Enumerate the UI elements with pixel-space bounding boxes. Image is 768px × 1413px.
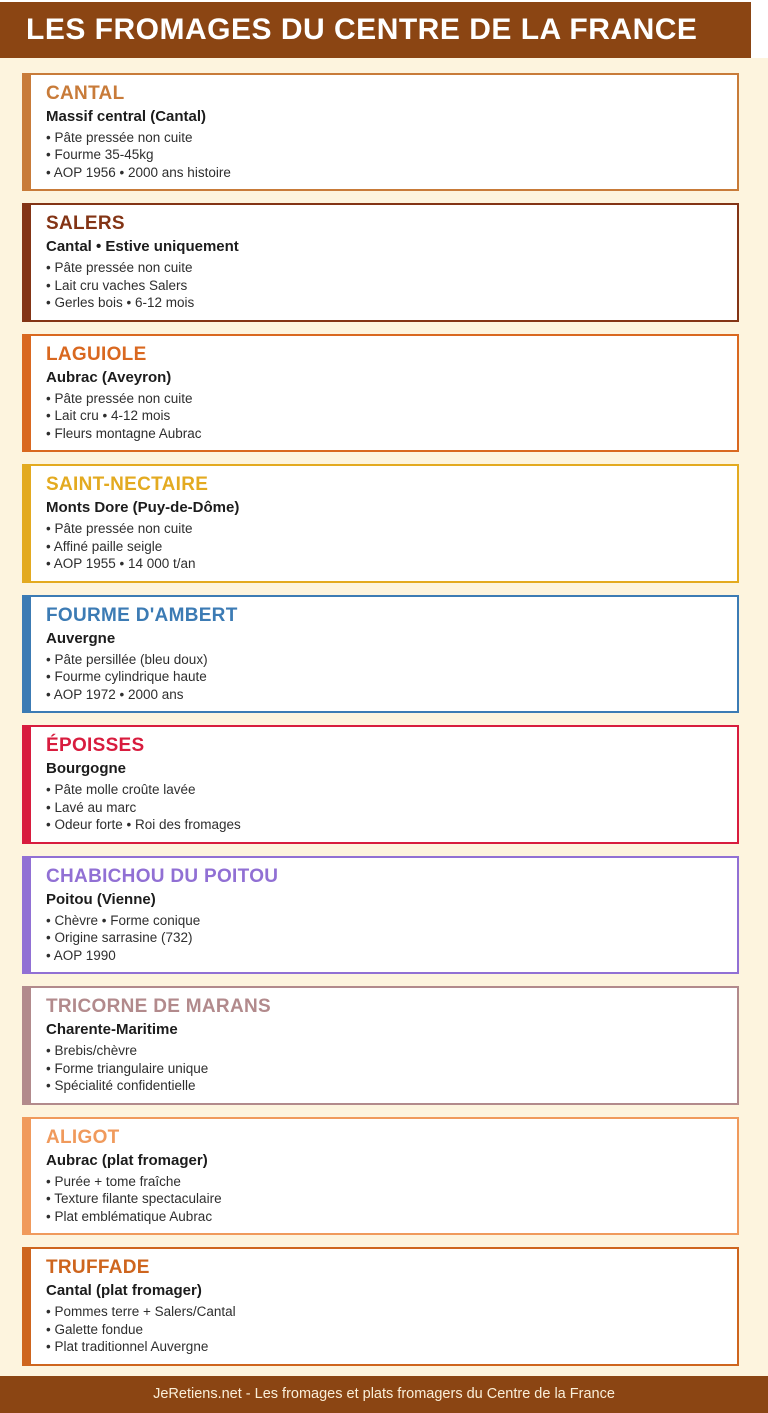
bullet-item: • Fourme cylindrique haute: [46, 669, 207, 685]
bullet-item: • Texture filante spectaculaire: [46, 1191, 222, 1207]
card-title: CHABICHOU DU POITOU: [46, 865, 279, 887]
card-subtitle: Charente-Maritime: [46, 1021, 178, 1039]
bullet-item: • AOP 1955 • 14 000 t/an: [46, 556, 196, 572]
bullet-item: • Pâte pressée non cuite: [46, 390, 193, 406]
bullet-item: • Affiné paille seigle: [46, 538, 163, 554]
bullet-item: • Origine sarrasine (732): [46, 930, 193, 946]
bullet-item: • Pommes terre + Salers/Cantal: [46, 1304, 236, 1320]
bullet-item: • Forme triangulaire unique: [46, 1060, 209, 1076]
card-truffade: [22, 1247, 739, 1365]
card-subtitle: Aubrac (Aveyron): [46, 368, 172, 386]
bullet-item: • Spécialité confidentielle: [46, 1078, 196, 1094]
footer-text: JeRetiens.net - Les fromages et plats fromagers du Centre de la France: [153, 1386, 615, 1403]
bullet-item: • Pâte pressée non cuite: [46, 260, 193, 276]
card-list: [0, 58, 768, 1376]
card-title: CANTAL: [46, 83, 125, 104]
card-subtitle: Cantal • Estive uniquement: [46, 238, 239, 256]
card-cantal: [22, 73, 739, 191]
bullet-item: • Brebis/chèvre: [46, 1043, 138, 1059]
bullet-item: • AOP 1956 • 2000 ans histoire: [46, 164, 231, 180]
card-laguiole: [22, 334, 739, 452]
bullet-item: • AOP 1990: [46, 947, 116, 963]
card-subtitle: Aubrac (plat fromager): [46, 1151, 208, 1169]
bullet-item: • Lait cru • 4-12 mois: [46, 408, 171, 424]
bullet-item: • Lavé au marc: [46, 799, 137, 815]
card-fourme-dambert: [22, 595, 739, 713]
card-title: FOURME D'AMBERT: [46, 604, 238, 626]
page-header: [0, 2, 751, 58]
bullet-item: • Plat emblématique Aubrac: [46, 1208, 213, 1224]
bullet-item: • Purée + tome fraîche: [46, 1173, 181, 1189]
card-epoisses: [22, 725, 739, 843]
card-title: ALIGOT: [46, 1126, 120, 1148]
bullet-item: • Plat traditionnel Auvergne: [46, 1339, 209, 1355]
card-title: ÉPOISSES: [46, 735, 145, 757]
bullet-item: • Pâte pressée non cuite: [46, 521, 193, 537]
card-title: SALERS: [46, 213, 125, 235]
bullet-item: • Galette fondue: [46, 1321, 144, 1337]
card-title: TRUFFADE: [46, 1257, 150, 1279]
card-subtitle: Poitou (Vienne): [46, 890, 156, 908]
card-title: SAINT-NECTAIRE: [46, 474, 209, 496]
card-aligot: [22, 1117, 739, 1235]
card-subtitle: Massif central (Cantal): [46, 107, 207, 125]
card-tricorne: [22, 986, 739, 1104]
bullet-item: • Fourme 35-45kg: [46, 147, 154, 163]
card-subtitle: Auvergne: [46, 629, 116, 647]
page-title: LES FROMAGES DU CENTRE DE LA FRANCE: [26, 13, 698, 46]
bullet-item: • Pâte molle croûte lavée: [46, 782, 196, 798]
bullet-item: • Pâte persillée (bleu doux): [46, 651, 208, 667]
bullet-item: • Pâte pressée non cuite: [46, 129, 193, 145]
card-saint-nectaire: [22, 464, 739, 582]
card-subtitle: Monts Dore (Puy-de-Dôme): [46, 499, 240, 517]
card-subtitle: Bourgogne: [46, 760, 126, 778]
card-subtitle: Cantal (plat fromager): [46, 1282, 202, 1300]
bullet-item: • Fleurs montagne Aubrac: [46, 425, 202, 441]
bullet-item: • Chèvre • Forme conique: [46, 912, 201, 928]
page-footer: [0, 1376, 768, 1413]
bullet-item: • Lait cru vaches Salers: [46, 277, 188, 293]
bullet-item: • Gerles bois • 6-12 mois: [46, 295, 195, 311]
bullet-item: • Odeur forte • Roi des fromages: [46, 817, 241, 833]
bullet-item: • AOP 1972 • 2000 ans: [46, 686, 184, 702]
card-salers: [22, 203, 739, 321]
card-title: LAGUIOLE: [46, 343, 147, 365]
card-title: TRICORNE DE MARANS: [46, 996, 271, 1018]
card-chabichou: [22, 856, 739, 974]
